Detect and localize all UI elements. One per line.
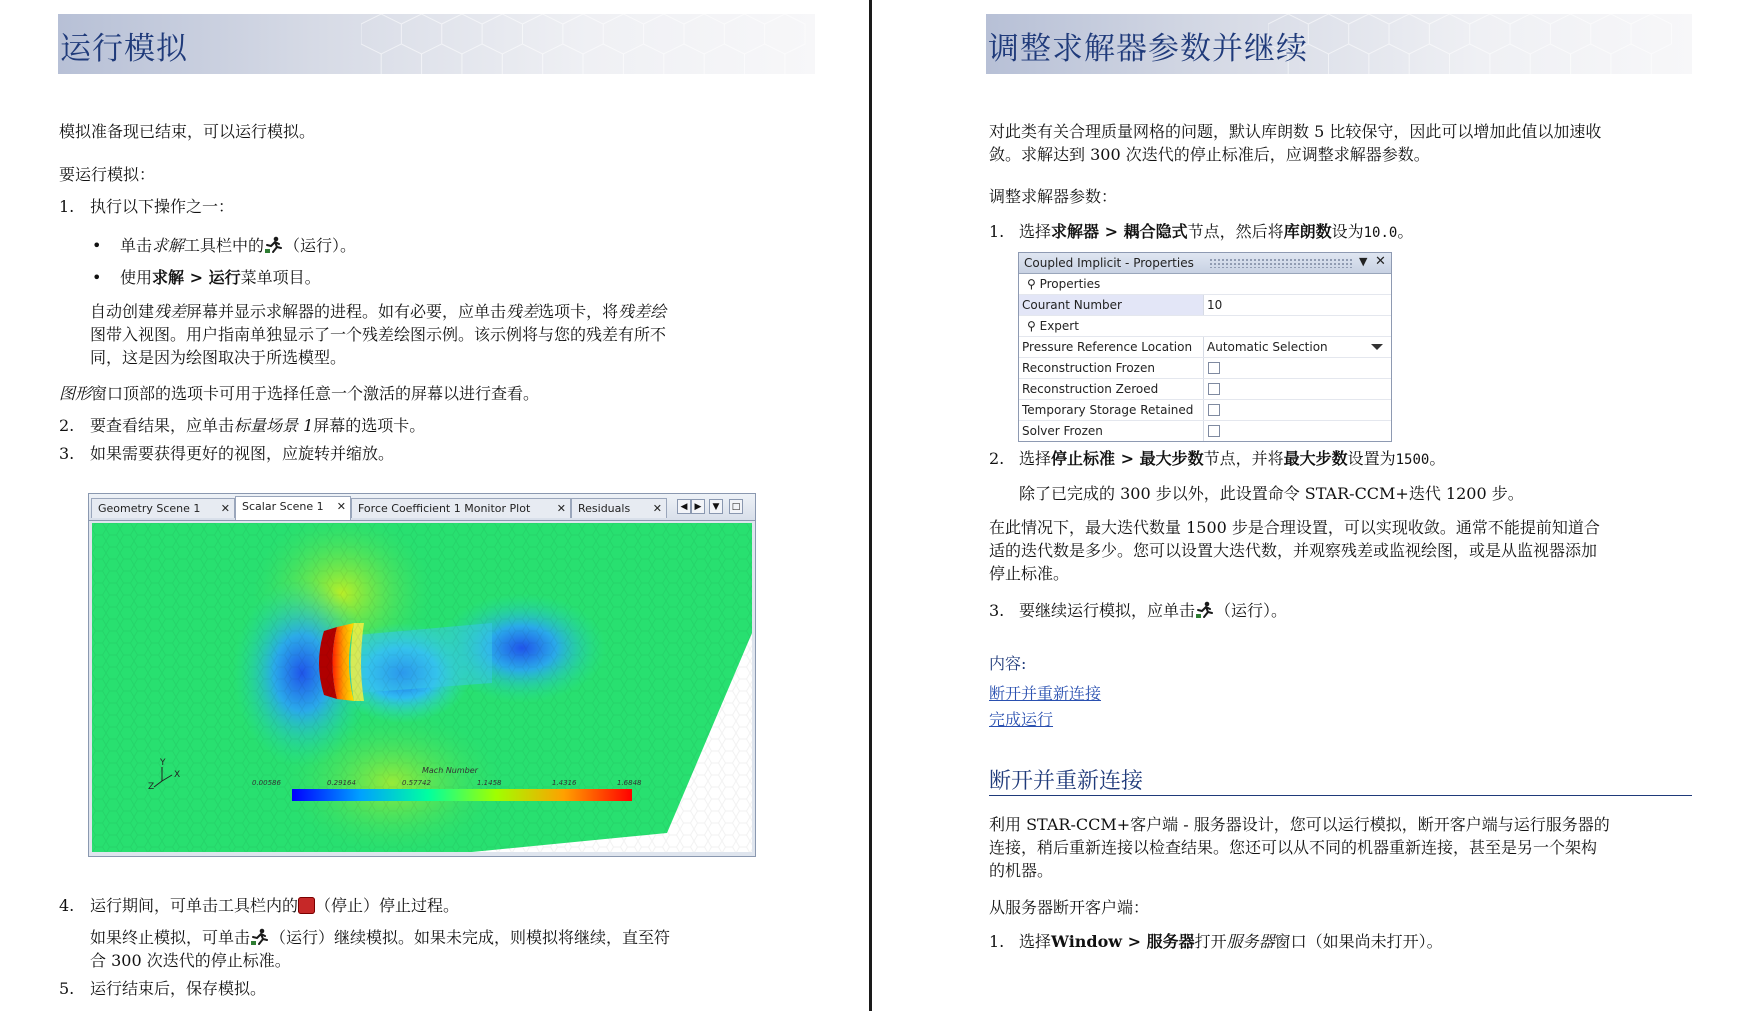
step1-pre: 选择 [1019, 222, 1052, 241]
reconstruction-zeroed-row[interactable] [1019, 379, 1391, 400]
solver-node-path: 求解器 > 耦合隐式 [1051, 222, 1188, 241]
tab-label: Residuals [578, 502, 631, 515]
drag-grip[interactable] [1209, 258, 1354, 268]
step-number: 2. [59, 416, 75, 435]
step-number: 1. [989, 222, 1005, 241]
server-italic: 服务器 [1226, 932, 1275, 951]
bullet1-pre: 单击 [120, 236, 153, 255]
step-last-pre: 选择 [1019, 932, 1052, 951]
scalar-scene-italic: 标量场景 1 [234, 416, 314, 435]
close-icon[interactable]: ✕ [1375, 254, 1386, 269]
cases-line2: 适的迭代数是多少。您可以设置大迭代数，并观察残差或监视绘图，或是从监视器添加 [989, 541, 1598, 560]
max-steps-bold: 最大步数 [1283, 449, 1348, 468]
bullet2-post: 菜单项目。 [240, 268, 321, 287]
page-divider [869, 0, 872, 1011]
step1-mid2: 设为 [1331, 222, 1364, 241]
step-number: 3. [59, 444, 75, 463]
scene-screenshot [88, 493, 756, 857]
close-icon[interactable]: ✕ [220, 502, 230, 515]
checkbox[interactable] [1208, 362, 1220, 374]
svg-text:Y: Y [160, 758, 166, 768]
solver-frozen-row[interactable] [1019, 421, 1391, 441]
auto-create-paragraph [90, 300, 770, 369]
auto-e: 选项卡，将 [538, 302, 619, 321]
to-run-label: 要运行模拟： [59, 165, 156, 184]
colorbar-tick: 1.4316 [552, 779, 577, 787]
properties-title-bar [1019, 253, 1391, 274]
graphics-rest: 窗口顶部的选项卡可用于选择任意一个激活的屏幕以进行查看。 [91, 384, 540, 403]
step-number: 1. [989, 932, 1005, 951]
step3-text [1019, 599, 1287, 622]
title-banner [58, 14, 815, 74]
server-line2: 连接，稍后重新连接以检查结果。您还可以从不同的机器重新连接，甚至是另一个架构 [989, 838, 1598, 857]
auto-b: 残差 [154, 302, 187, 321]
tab-residuals[interactable] [571, 498, 667, 518]
close-icon[interactable]: ✕ [556, 502, 566, 515]
pressure-reference-row[interactable] [1019, 337, 1391, 358]
server-line1: 利用 STAR-CCM+客户端 - 服务器设计，您可以运行模拟，断开客户端与运行服务器的 [989, 815, 1610, 834]
temporary-storage-row[interactable] [1019, 400, 1391, 421]
section-title: 断开并重新连接 [989, 769, 1144, 794]
auto-a: 自动创建 [90, 302, 155, 321]
property-key: Pressure Reference Location [1022, 340, 1193, 354]
auto-f: 残差绘 [618, 302, 667, 321]
tab-scalar-scene[interactable] [235, 496, 351, 520]
courant-value: 10.0 [1363, 225, 1398, 241]
link-disconnect-reconnect[interactable]: 断开并重新连接 [989, 684, 1102, 703]
tab-geometry-scene[interactable] [91, 498, 235, 518]
column-separator [1203, 358, 1204, 378]
checkbox[interactable] [1208, 425, 1220, 437]
auto-line2: 图带入视图。用户指南单独显示了一个残差绘图示例。该示例将与您的残差有所不 [90, 325, 667, 344]
bullet-run-toolbar [120, 234, 356, 257]
section-rule [989, 795, 1692, 796]
adjust-label: 调整求解器参数： [989, 187, 1118, 206]
right-page [874, 0, 1739, 1011]
cases-line1: 在此情况下，最大迭代数量 1500 步是合理设置，可以实现收敛。通常不能提前知道合 [989, 518, 1600, 537]
intro-paragraph [989, 120, 1709, 166]
step-last-post: 窗口（如果尚未打开）。 [1274, 932, 1443, 951]
title-banner [986, 14, 1692, 74]
cases-line3: 停止标准。 [989, 564, 1070, 583]
link-complete-run[interactable]: 完成运行 [989, 710, 1054, 729]
courant-number-input[interactable] [1204, 295, 1391, 315]
step3-post: （运行）。 [1215, 601, 1288, 620]
tab-label: Force Coefficient 1 Monitor Plot [358, 502, 531, 515]
step3-pre: 要继续运行模拟，应单击 [1019, 601, 1196, 620]
chevron-down-icon[interactable] [1371, 344, 1383, 350]
group-label: ⚲ Expert [1027, 319, 1079, 333]
graphics-italic: 图形 [59, 384, 92, 403]
stop-icon[interactable] [298, 897, 315, 914]
step2-pre: 要查看结果，应单击 [90, 416, 235, 435]
auto-c: 屏幕并显示求解器的进程。如有必要，应单击 [186, 302, 507, 321]
step4-para-post: （运行）继续模拟。如果未完成，则模拟将继续，直至符 [270, 928, 671, 947]
step1-text: 执行以下操作之一： [90, 197, 235, 216]
page-title: 调整求解器参数并继续 [988, 31, 1308, 67]
step4-para-pre: 如果终止模拟，可单击 [90, 928, 251, 947]
group-label-text: Expert [1039, 319, 1079, 333]
property-value: 10 [1207, 298, 1223, 312]
step-number: 4. [59, 896, 75, 915]
step3-text: 如果需要获得更好的视图，应旋转并缩放。 [90, 444, 395, 463]
run-icon[interactable] [1195, 601, 1215, 619]
step-number: 5. [59, 979, 75, 998]
courant-bold: 库朗数 [1283, 222, 1332, 241]
svg-text:Z: Z [148, 782, 155, 792]
run-icon[interactable] [264, 236, 284, 254]
property-value: Automatic Selection [1207, 340, 1328, 354]
stopping-criteria-path: 停止标准 > 最大步数 [1051, 449, 1204, 468]
solve-toolbar-italic: 求解 [152, 236, 185, 255]
graphics-window-paragraph [59, 382, 539, 405]
step5-text: 运行结束后，保存模拟。 [90, 979, 267, 998]
intro-text: 模拟准备现已结束，可以运行模拟。 [59, 122, 316, 141]
intro-line1: 对此类有关合理质量网格的问题，默认库朗数 5 比较保守，因此可以增加此值以加速收 [989, 122, 1602, 141]
scene-tab-bar [89, 494, 755, 521]
bullet2-pre: 使用 [120, 268, 153, 287]
property-key: Solver Frozen [1022, 424, 1103, 438]
bullet-run-menu [120, 266, 321, 289]
property-key: Reconstruction Frozen [1022, 361, 1155, 375]
tab-force-coefficient-plot[interactable] [351, 498, 571, 518]
tab-label: Geometry Scene 1 [98, 502, 201, 515]
step4-pre: 运行期间，可单击工具栏内的 [90, 896, 299, 915]
bullet-dot: • [92, 268, 102, 287]
page-title: 运行模拟 [60, 31, 188, 67]
disconnect-label: 从服务器断开客户端： [989, 898, 1150, 917]
server-paragraph [989, 813, 1709, 882]
scroll-left-icon[interactable]: ◀ [677, 499, 691, 514]
expert-group[interactable] [1019, 316, 1391, 337]
property-key: Courant Number [1022, 298, 1122, 312]
checkbox[interactable] [1208, 383, 1220, 395]
properties-panel [1018, 252, 1392, 442]
window-server-path: Window > 服务器 [1051, 932, 1195, 951]
colorbar-tick: 0.29164 [327, 779, 356, 787]
reconstruction-frozen-row[interactable] [1019, 358, 1391, 379]
colorbar-title: Mach Number [422, 766, 478, 775]
step-number: 1. [59, 197, 75, 216]
properties-group[interactable] [1019, 274, 1391, 295]
bullet-dot: • [92, 236, 102, 255]
intro-line2: 敛。求解达到 300 次迭代的停止标准后，应调整求解器参数。 [989, 145, 1430, 164]
scroll-right-icon[interactable]: ▶ [691, 499, 705, 514]
close-icon[interactable]: ✕ [336, 500, 346, 513]
step-last-mid: 打开 [1194, 932, 1227, 951]
step2-paragraph: 除了已完成的 300 步以外，此设置命令 STAR-CCM+迭代 1200 步。 [1019, 484, 1524, 503]
server-line3: 的机器。 [989, 861, 1054, 880]
max-steps-value: 1500 [1395, 452, 1430, 468]
step2-post: 。 [1429, 449, 1446, 468]
auto-d: 残差 [506, 302, 539, 321]
property-key: Temporary Storage Retained [1022, 403, 1194, 417]
bullet1-post: （运行）。 [284, 236, 357, 255]
colorbar-tick: 1.1458 [477, 779, 502, 787]
colorbar-tick: 0.00586 [252, 779, 281, 787]
banner-pattern [361, 14, 815, 74]
auto-line3: 同，这是因为绘图取决于所选模型。 [90, 348, 347, 367]
window-server-step [1019, 930, 1443, 953]
step1-text [1019, 220, 1413, 245]
svg-text:X: X [174, 770, 181, 780]
step-number: 2. [989, 449, 1005, 468]
bullet1-mid: 工具栏中的 [184, 236, 265, 255]
step4-post: （停止）停止过程。 [315, 896, 460, 915]
tab-list-dropdown-icon[interactable]: ▼ [709, 499, 723, 514]
cases-paragraph [989, 516, 1709, 585]
pin-icon[interactable]: ▼ [1359, 255, 1368, 268]
solve-run-menu-path: 求解 > 运行 [152, 268, 241, 287]
step4-paragraph [90, 926, 790, 972]
maximize-icon[interactable]: □ [729, 499, 743, 514]
step1-post: 。 [1397, 222, 1414, 241]
checkbox[interactable] [1208, 404, 1220, 416]
contents-label: 内容: [989, 654, 1027, 673]
colorbar-tick: 0.57742 [402, 779, 431, 787]
step2-post: 屏幕的选项卡。 [313, 416, 426, 435]
properties-title: Coupled Implicit - Properties [1024, 256, 1194, 270]
step-number: 3. [989, 601, 1005, 620]
group-label-text: Properties [1039, 277, 1101, 291]
banner-pattern [1268, 14, 1692, 74]
column-separator [1203, 337, 1204, 357]
close-icon[interactable]: ✕ [652, 502, 662, 515]
column-separator [1203, 421, 1204, 441]
column-separator [1203, 379, 1204, 399]
step2-mid: 节点，并将 [1203, 449, 1284, 468]
step2-pre: 选择 [1019, 449, 1052, 468]
run-icon[interactable] [250, 928, 270, 946]
group-label: ⚲ Properties [1027, 277, 1101, 291]
colorbar-tick: 1.6848 [617, 779, 642, 787]
column-separator [1203, 400, 1204, 420]
scalar-scene-canvas[interactable] [92, 523, 752, 852]
step4-text [90, 894, 459, 917]
tab-label: Scalar Scene 1 [242, 500, 324, 513]
property-key: Reconstruction Zeroed [1022, 382, 1159, 396]
courant-number-row[interactable] [1019, 295, 1391, 316]
step1-mid: 节点，然后将 [1187, 222, 1284, 241]
step2-mid2: 设置为 [1347, 449, 1396, 468]
step4-para-line2: 合 300 次迭代的停止标准。 [90, 951, 291, 970]
step2-text [90, 414, 425, 437]
step2-text [1019, 447, 1445, 472]
